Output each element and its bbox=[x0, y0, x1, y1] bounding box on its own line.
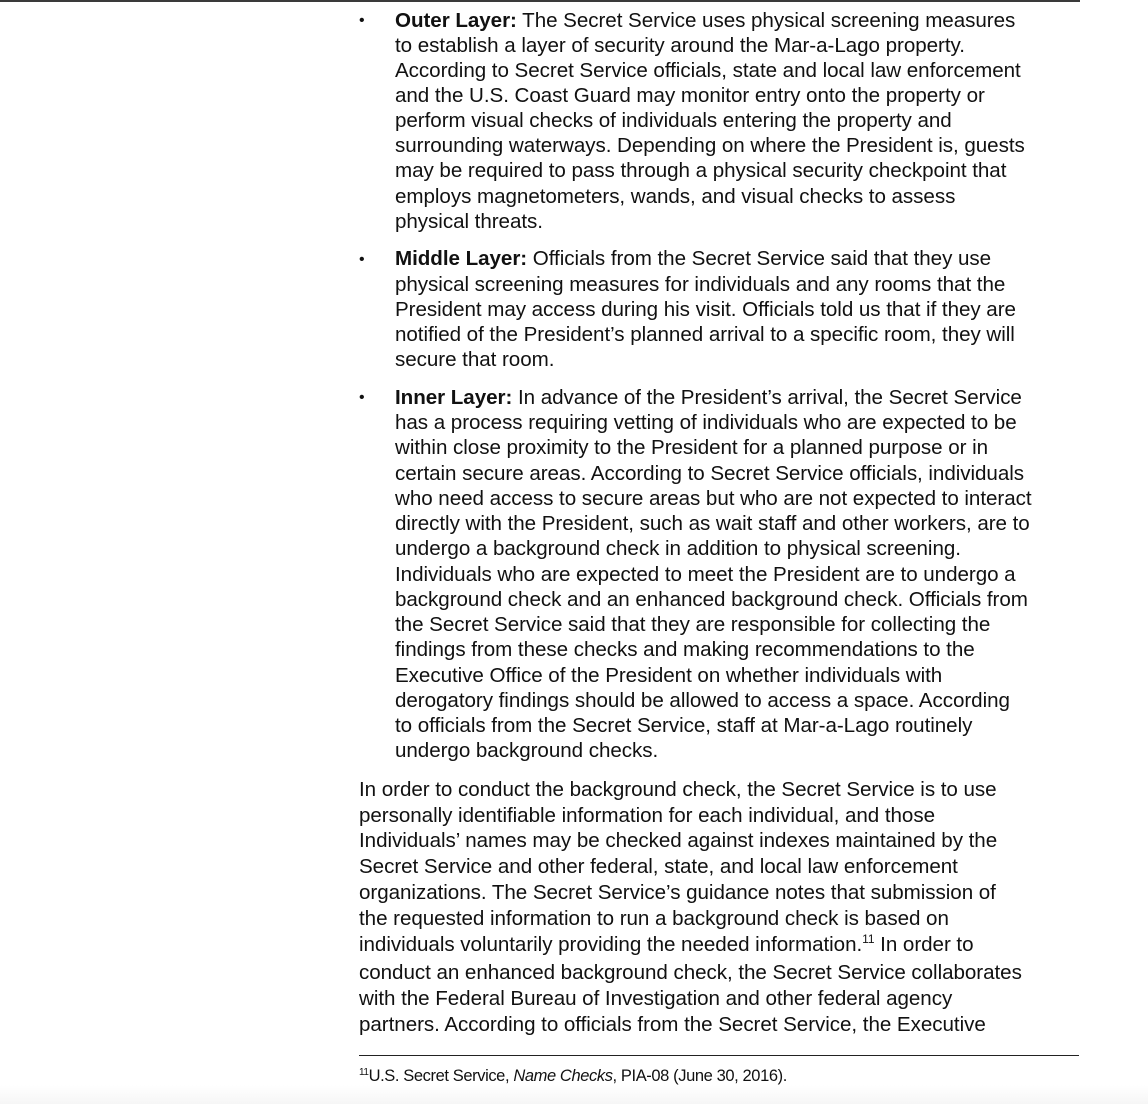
text-line: physical screening measures for individuals and any rooms that the bbox=[395, 273, 1006, 296]
text-line: the requested information to run a background check is based on bbox=[359, 907, 949, 930]
text-line: personally identifiable information for each individual, and those bbox=[359, 804, 935, 827]
text-line: According to Secret Service officials, state and local law enforcement bbox=[395, 59, 1021, 82]
text-line: Secret Service and other federal, state, and local law enforcement bbox=[359, 855, 958, 878]
footnote-separator bbox=[359, 1055, 1079, 1056]
bullet-icon: • bbox=[359, 12, 365, 29]
text-line: with the Federal Bureau of Investigation and other federal agency bbox=[359, 987, 953, 1010]
text-line: surrounding waterways. Depending on where the President is, guests bbox=[395, 134, 1025, 157]
text-line: background check and an enhanced background check. Officials from bbox=[395, 588, 1028, 611]
term-middle-layer: Middle Layer: bbox=[395, 247, 528, 270]
text-line: In order to conduct the background check, the Secret Service is to use bbox=[359, 778, 997, 801]
text-line: and the U.S. Coast Guard may monitor entry onto the property or bbox=[395, 84, 985, 107]
text-line: conduct an enhanced background check, the Secret Service collaborates bbox=[359, 961, 1022, 984]
term-inner-layer: Inner Layer: bbox=[395, 386, 513, 409]
text-line: perform visual checks of individuals entering the property and bbox=[395, 109, 952, 132]
footnote: $^{11}$U.S. Secret Service, Name Checks, PIA-08 (June 30, 2016). bbox=[359, 1067, 787, 1085]
text-line: findings from these checks and making recommendations to the bbox=[395, 638, 975, 661]
bullet-icon: • bbox=[359, 251, 365, 268]
text-line: undergo a background check in addition to physical screening. bbox=[395, 537, 961, 560]
text-line: notified of the President’s planned arrival to a specific room, they will bbox=[395, 323, 1015, 346]
text-line: Executive Office of the President on whether individuals with bbox=[395, 664, 943, 687]
text-line: to officials from the Secret Service, staff at Mar-a-Lago routinely bbox=[395, 714, 973, 737]
text-line: undergo background checks. bbox=[395, 739, 659, 762]
text-line: Individuals who are expected to meet the President are to undergo a bbox=[395, 563, 1016, 586]
footnote-reference[interactable]: 11 bbox=[862, 932, 875, 946]
text-line: employs magnetometers, wands, and visual checks to assess bbox=[395, 185, 956, 208]
text-line: the Secret Service said that they are responsible for collecting the bbox=[395, 613, 991, 636]
text-line: derogatory findings should be allowed to access a space. According bbox=[395, 689, 1010, 712]
footnote-title: Name Checks bbox=[513, 1067, 613, 1085]
term-outer-layer: Outer Layer: bbox=[395, 9, 517, 32]
text-line: secure that room. bbox=[395, 348, 555, 371]
text-line: to establish a layer of security around the Mar-a-Lago property. bbox=[395, 34, 965, 57]
text-line: who need access to secure areas but who are not expected to interact bbox=[395, 487, 1032, 510]
bullet-icon: • bbox=[359, 389, 365, 406]
text-line: President may access during his visit. Officials told us that if they are bbox=[395, 298, 1016, 321]
text-line: within close proximity to the President for a planned purpose or in bbox=[395, 436, 989, 459]
text-line: Individuals’ names may be checked against indexes maintained by the bbox=[359, 829, 998, 852]
text-line: partners. According to officials from the Secret Service, the Executive bbox=[359, 1013, 986, 1036]
text-line: directly with the President, such as wait staff and other workers, are to bbox=[395, 512, 1030, 535]
text-line: certain secure areas. According to Secret Service officials, individuals bbox=[395, 462, 1025, 485]
text-line: individuals voluntarily providing the needed information. bbox=[359, 933, 863, 956]
text-line: organizations. The Secret Service’s guidance notes that submission of bbox=[359, 881, 996, 904]
text-line: may be required to pass through a physical security checkpoint that bbox=[395, 159, 1007, 182]
top-rule bbox=[0, 0, 1080, 2]
text-line: physical threats. bbox=[395, 210, 543, 233]
text-line: has a process requiring vetting of individuals who are expected to be bbox=[395, 411, 1017, 434]
footnote-number: 11 bbox=[359, 1067, 369, 1078]
